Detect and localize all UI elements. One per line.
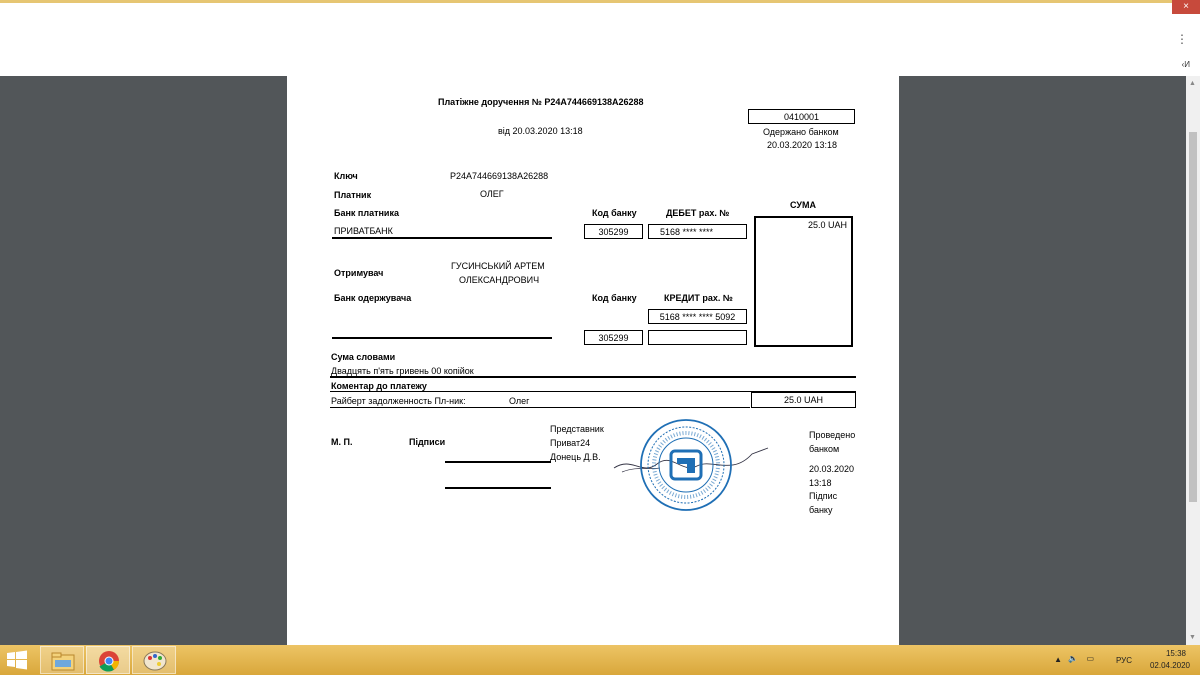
bank-code-label-2: Код банку (592, 293, 637, 303)
recipient-bank-label: Банк одержувача (334, 293, 412, 303)
signatures-label: Підписи (409, 437, 446, 447)
sum-box (754, 216, 853, 347)
empty-credit-box (648, 330, 747, 345)
processed-date: 20.03.2020 (809, 464, 855, 474)
signature-line-1 (445, 461, 551, 463)
payer-bank-label: Банк платника (334, 208, 399, 218)
debit-account: 5168 **** **** (660, 227, 714, 237)
credit-account: 5168 **** **** 5092 (659, 312, 736, 322)
comment-bottom-line (330, 407, 750, 408)
sum-words-line (330, 376, 856, 378)
start-windows-icon[interactable] (6, 650, 28, 670)
representative-line3: Донець Д.В. (550, 452, 601, 462)
credit-label: КРЕДИТ рах. № (664, 293, 733, 303)
recipient-name-line1: ГУСИНСЬКИЙ АРТЕМ (451, 261, 545, 271)
bank-stamp-icon (639, 418, 733, 512)
comment-value: Райберт задолженность Пл-ник: (331, 396, 466, 406)
browser-top-bar (0, 0, 1200, 76)
debit-account-box (648, 224, 747, 239)
scroll-thumb[interactable] (1189, 132, 1197, 502)
scroll-down-arrow-icon[interactable]: ▼ (1189, 634, 1196, 641)
comment-label: Коментар до платежу (331, 381, 427, 391)
sum-words-label: Сума словами (331, 352, 396, 362)
key-label: Ключ (334, 171, 358, 181)
debit-label: ДЕБЕТ рах. № (666, 208, 730, 218)
form-code-box (748, 109, 855, 124)
bank-code-label: Код банку (592, 208, 637, 218)
document-page (287, 76, 899, 645)
chrome-icon (87, 647, 131, 675)
mp-label: М. П. (331, 437, 353, 447)
signature-line-2 (445, 487, 551, 489)
recipient-bank-code-box (584, 330, 643, 345)
volume-icon[interactable]: 🔈 (1068, 654, 1078, 663)
vertical-scrollbar[interactable] (1186, 76, 1200, 645)
recipient-name-line2: ОЛЕКСАНДРОВИЧ (459, 275, 540, 285)
folder-icon (41, 647, 85, 675)
credit-account-box (648, 309, 747, 324)
representative-line1: Представник (550, 424, 604, 434)
comment-sum-box (751, 392, 856, 408)
payer-bank-code: 305299 (598, 227, 629, 237)
language-indicator[interactable]: РУС (1115, 656, 1132, 665)
recipient-bank-code: 305299 (598, 333, 629, 343)
tray-expand-icon[interactable]: ▲ (1054, 655, 1062, 664)
payer-value: ОЛЕГ (480, 189, 504, 199)
taskbar (0, 645, 1200, 675)
toolbar-fragment: ‹И (1181, 60, 1190, 69)
clock-time[interactable]: 15:38 (1165, 649, 1186, 658)
taskbar-chrome[interactable] (86, 646, 130, 674)
recipient-label: Отримувач (334, 268, 384, 278)
network-icon[interactable]: ▭ (1086, 654, 1094, 663)
comment-sum: 25.0 UAH (783, 395, 824, 405)
received-date: 20.03.2020 13:18 (767, 140, 838, 150)
taskbar-paint[interactable] (132, 646, 176, 674)
close-button[interactable]: × (1172, 0, 1200, 14)
payer-bank-value: ПРИВАТБАНК (334, 226, 393, 236)
document-date: від 20.03.2020 13:18 (498, 126, 583, 136)
scroll-up-arrow-icon[interactable]: ▲ (1189, 80, 1196, 87)
payer-bank-code-box (584, 224, 643, 239)
processed-sign2: банку (809, 505, 833, 515)
key-value: P24A744669138A26288 (450, 171, 549, 181)
taskbar-file-explorer[interactable] (40, 646, 84, 674)
recipient-bank-underline (332, 337, 552, 339)
processed-sign1: Підпис (809, 491, 838, 501)
processed-line2: банком (809, 444, 840, 454)
processed-time: 13:18 (809, 478, 832, 488)
form-code: 0410001 (783, 112, 820, 122)
clock-date[interactable]: 02.04.2020 (1149, 661, 1190, 670)
document-title: Платіжне доручення № P24A744669138A26288 (438, 97, 644, 107)
payer-bank-underline (332, 237, 552, 239)
menu-icon[interactable]: ⋮ (1176, 32, 1188, 46)
payer-label: Платник (334, 190, 372, 200)
received-label: Одержано банком (763, 127, 839, 137)
processed-line1: Проведено (809, 430, 856, 440)
representative-line2: Приват24 (550, 438, 591, 448)
comment-name: Олег (509, 396, 530, 406)
sum-label: СУМА (790, 200, 816, 210)
paint-palette-icon (133, 647, 177, 675)
sum-words-value: Двадцять п'ять гривень 00 копійок (331, 366, 474, 376)
sum-value: 25.0 UAH (807, 220, 847, 230)
